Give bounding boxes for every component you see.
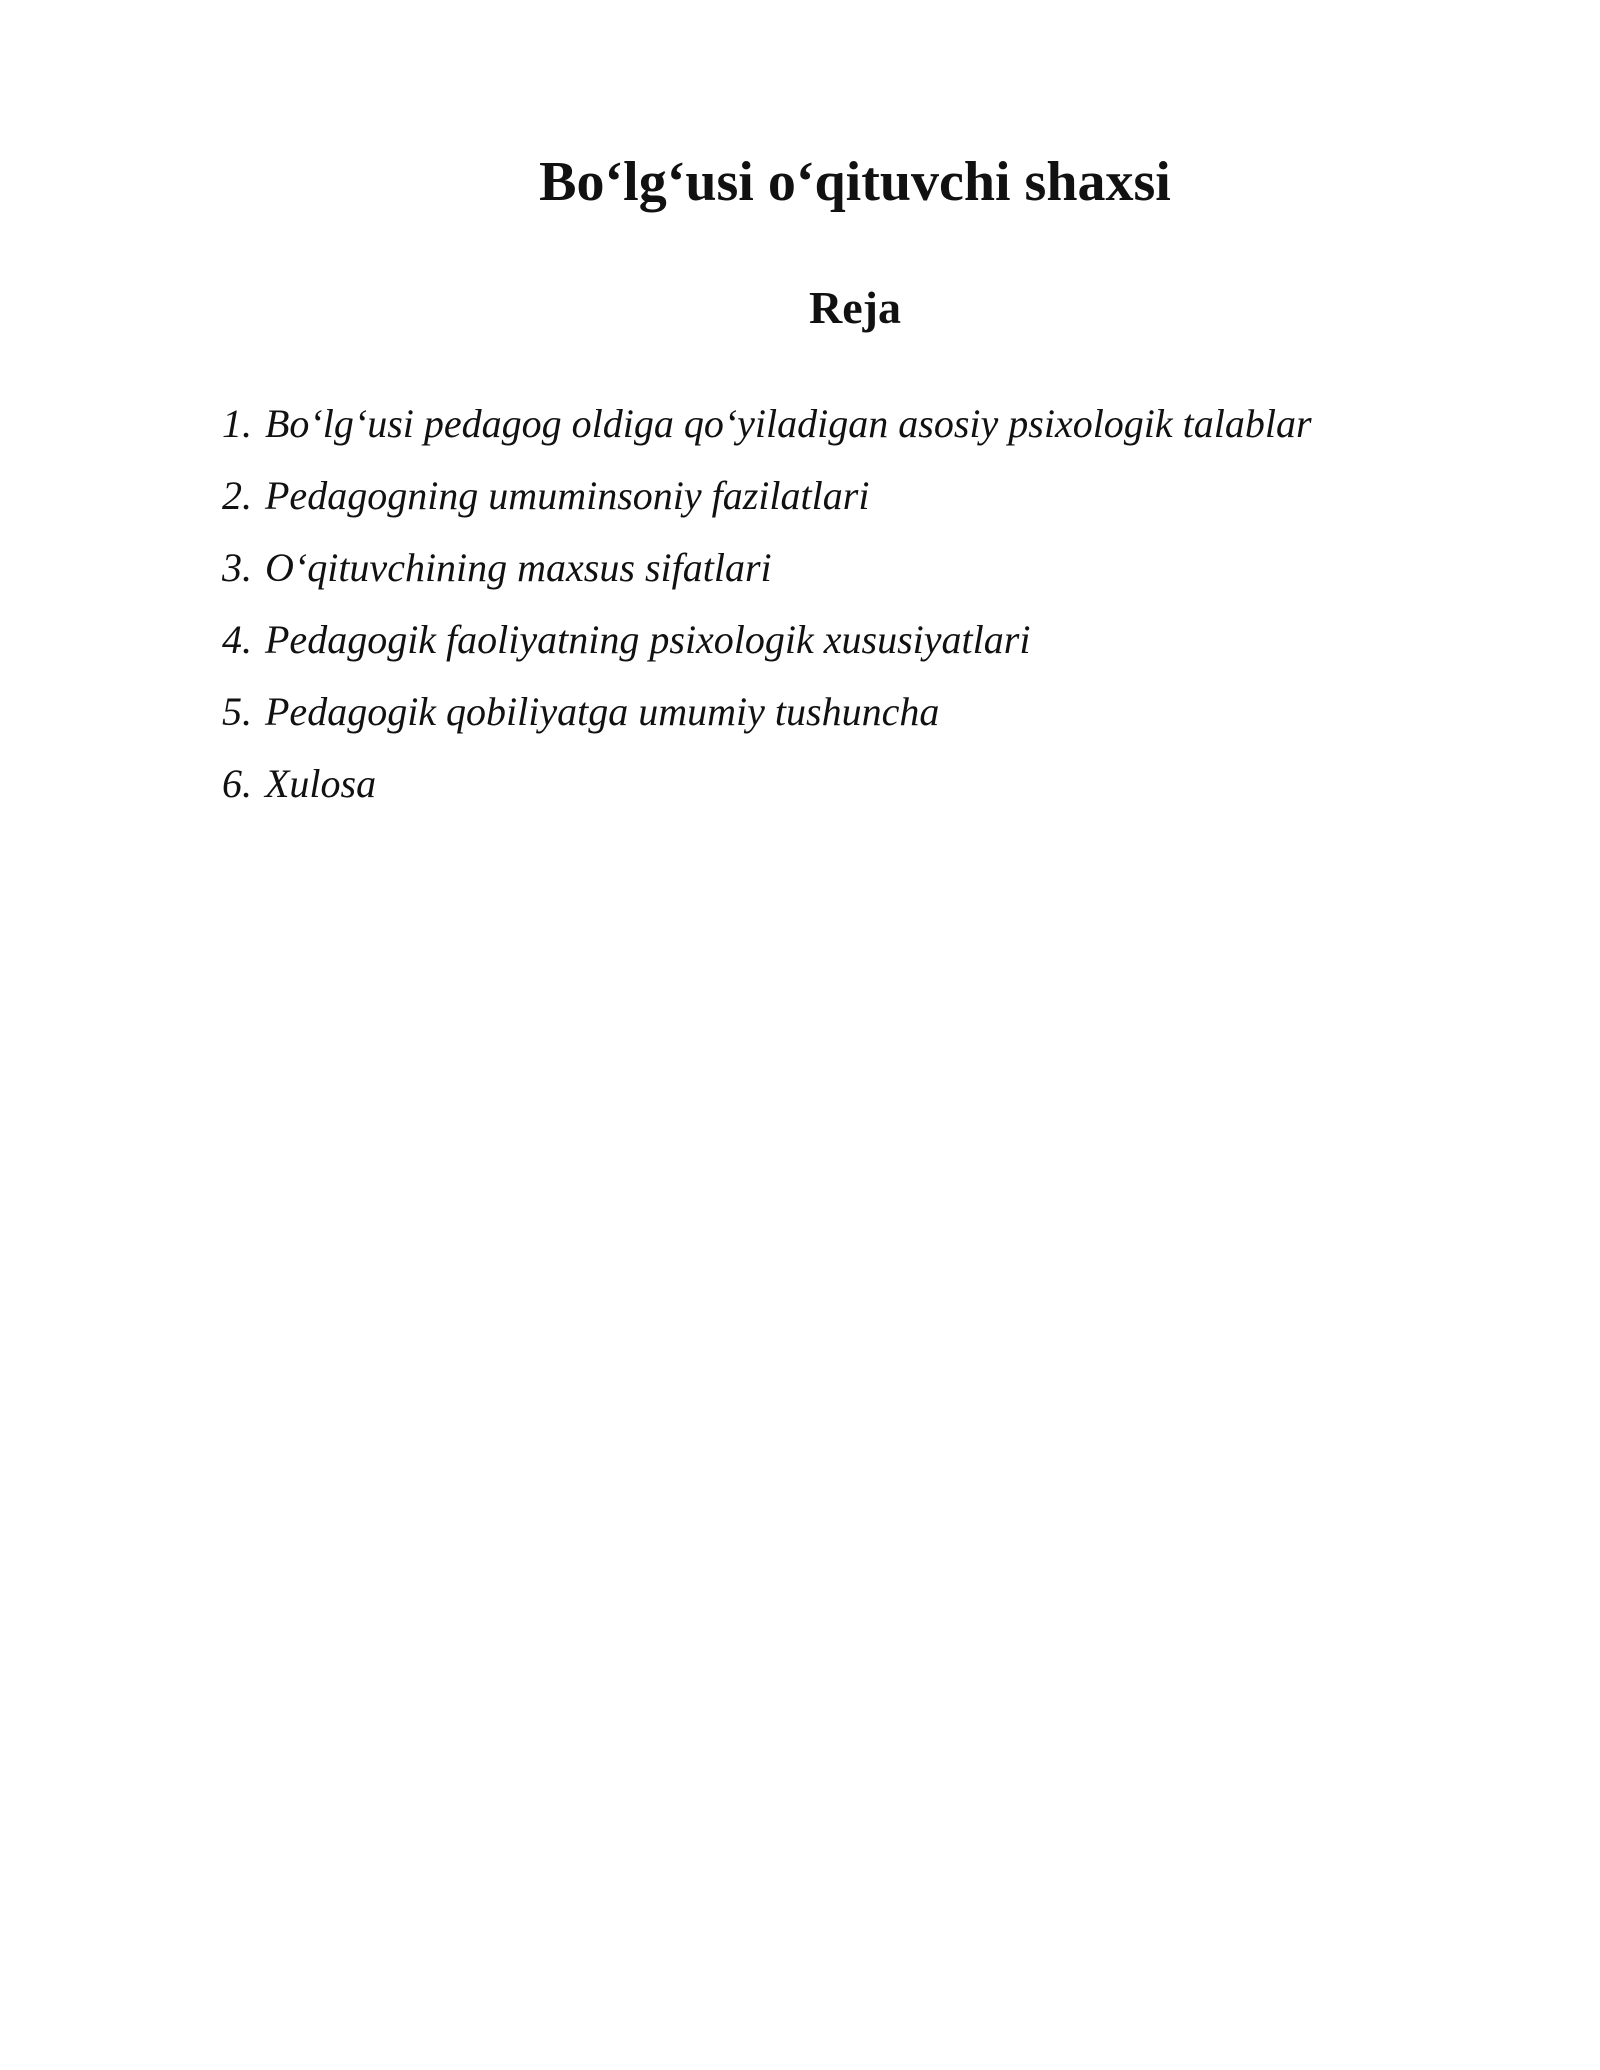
list-item-text: Pedagogik qobiliyatga umumiy tushuncha xyxy=(265,689,940,734)
list-item-number: 3. xyxy=(222,545,252,590)
list-item-number: 1. xyxy=(222,401,252,446)
list-item-number: 5. xyxy=(222,689,252,734)
list-item-text: Pedagogik faoliyatning psixologik xususiyatlari xyxy=(265,617,1031,662)
plan-list xyxy=(222,388,1472,820)
list-item xyxy=(222,748,1472,820)
list-item-text: Xulosa xyxy=(265,761,377,806)
list-item xyxy=(222,532,1472,604)
list-item xyxy=(222,604,1472,676)
list-item-text: Bo‘lg‘usi pedagog oldiga qo‘yiladigan asosiy psixologik talablar xyxy=(265,401,1312,446)
list-item-text: O‘qituvchining maxsus sifatlari xyxy=(265,545,772,590)
list-item xyxy=(222,676,1472,748)
plan-heading: Reja xyxy=(809,282,901,333)
list-item xyxy=(222,460,1472,532)
page-title: Bo‘lg‘usi o‘qituvchi shaxsi xyxy=(539,151,1171,213)
list-item-number: 6. xyxy=(222,761,252,806)
list-item xyxy=(222,388,1472,460)
list-item-text: Pedagogning umuminsoniy fazilatlari xyxy=(265,473,870,518)
list-item-number: 2. xyxy=(222,473,252,518)
list-item-number: 4. xyxy=(222,617,252,662)
